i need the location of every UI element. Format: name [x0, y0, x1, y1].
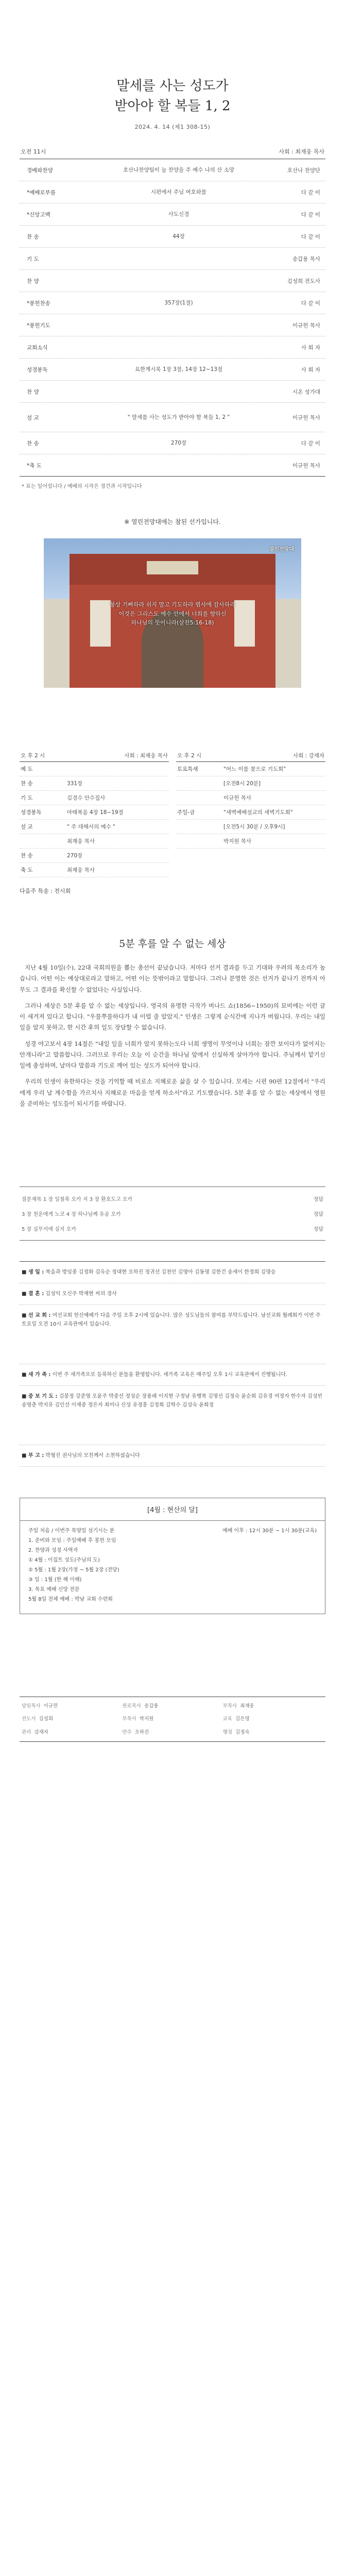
liturgy-item-name: 교회소식 [27, 344, 48, 351]
liturgy-item-leader: 다 같 이 [301, 440, 320, 447]
service-item-value: "새벽예배설교의 새벽기도회" [223, 809, 293, 816]
service-item-value: [오전8시 20분] [223, 781, 261, 787]
service-row [20, 791, 169, 805]
liturgy-header [20, 144, 325, 159]
liturgy-item-name: *축 도 [27, 462, 42, 469]
bulletin-title: 말세를 사는 성도가 [116, 78, 229, 94]
afternoon-service-left: 오 후 2 시 사회 : 최재웅 목사 예 도 찬 송 331장 기 도 김경수 안수집사 성경봉독 마태복음 4장 18~19절 설 교 " 주 대해서의 예수 " 최재웅 목사 찬 송 270장 축 도 최재웅 목사 다음주 특송 : 전시회 [20, 750, 169, 900]
staff-name: 박지원 [139, 1716, 154, 1722]
afternoon-service-list [20, 762, 169, 877]
quiz-answer-label: 정답 [313, 1197, 323, 1203]
liturgy-item-name: 성경봉독 [27, 366, 48, 373]
quiz-row [22, 1221, 323, 1236]
service-item-value: [오전5시 30분 / 오후9시] [223, 824, 285, 830]
liturgy-item-name: *신앙고백 [27, 211, 50, 218]
service-item-value: 이규헌 목사 [223, 795, 252, 801]
liturgy-table [20, 159, 325, 477]
liturgy-item-name: 찬 양 [27, 388, 39, 395]
staff-name: 오하진 [134, 1729, 149, 1735]
staff-name: 김은영 [235, 1716, 250, 1722]
staff-role: 행정 [222, 1729, 233, 1735]
liturgy-row [20, 226, 325, 248]
staff-entry [122, 1728, 222, 1736]
liturgy-item-content: 시편에서 주님 여호와를 [150, 189, 207, 195]
notice-banner: ※ 열린전망대에는 참된 선가입니다. [124, 518, 221, 526]
liturgy-row [20, 181, 325, 204]
liturgy-item-leader: 호산나 찬양단 [287, 167, 320, 174]
staff-entry [22, 1728, 122, 1736]
staff-role: 반주 [122, 1729, 132, 1735]
liturgy-item-name: 찬 송 [27, 440, 39, 447]
news-heading: ■ 생 일 : [22, 1269, 44, 1276]
staff-entry [122, 1702, 222, 1710]
liturgy-item-content: " 말세를 사는 성도가 받아야 할 복들 1, 2 " [127, 414, 230, 420]
service-row [20, 834, 169, 849]
staff-entry [22, 1715, 122, 1723]
afternoon-services [20, 750, 325, 900]
liturgy-item-content: 44장 [173, 233, 185, 240]
staff-role: 담임목사 [22, 1703, 41, 1709]
liturgy-row [20, 270, 325, 292]
service-item-name: 주일-금 [177, 809, 195, 816]
service-item-name: 설 교 [21, 824, 33, 830]
quiz-answer-label: 정답 [313, 1227, 323, 1233]
news-item [20, 1262, 325, 1283]
monthly-plan-body [20, 1521, 325, 1614]
staff-name: 김성희 [39, 1716, 54, 1722]
staff-entry [22, 1702, 122, 1710]
monthly-plan-text: 1. 준비와 모임 : 주일예배 후 봉헌 모임 [28, 1538, 116, 1544]
news-item [20, 1386, 325, 1445]
service-item-value: 박지원 목사 [223, 838, 252, 844]
service-item-name [21, 837, 67, 845]
prayer-meeting-list [176, 762, 325, 849]
liturgy-item-name: *봉헌찬송 [27, 300, 50, 307]
liturgy-item-leader: 다 같 이 [301, 300, 320, 307]
service-row [176, 791, 325, 805]
staff-role: 부목사 [222, 1703, 237, 1709]
liturgy-item-content: 요한계시록 1장 3절, 14장 12~13절 [134, 366, 223, 372]
liturgy-row [20, 314, 325, 336]
service-row [20, 776, 169, 791]
liturgy-row [20, 292, 325, 314]
liturgy-item-leader: 사 회 자 [301, 366, 320, 373]
monthly-plan-line [28, 1526, 317, 1536]
liturgy-item-leader: 다 같 이 [301, 233, 320, 240]
liturgy-item-name: 경배와찬양 [27, 167, 53, 174]
staff-role: 교육 [222, 1716, 233, 1722]
service-row [20, 849, 169, 863]
liturgy-item-leader: 이규헌 목사 [292, 414, 320, 421]
news-item [20, 1305, 325, 1364]
service-row [20, 820, 169, 834]
church-sign [147, 561, 198, 574]
monthly-plan-text: 주일 처음 / 이번주 목양일 섬기시는 분 [28, 1528, 115, 1534]
liturgy-leader: 사회 : 최재웅 목사 [279, 148, 324, 155]
service-row [176, 776, 325, 791]
liturgy-item-content: 357장(1절) [164, 299, 193, 306]
service-item-value: 270장 [67, 853, 83, 859]
liturgy-item-content: 호산나찬양팀이 늘 찬양을 주 예수 나의 산 소망 [123, 166, 235, 173]
service-item-name: 축 도 [21, 867, 33, 873]
monthly-plan-note: 예배 이후 : 12시 30분 ~ 1시 30분(교육) [222, 1528, 317, 1534]
monthly-plan-line [28, 1575, 317, 1585]
monthly-plan-line [28, 1595, 317, 1604]
liturgy-item-name: 기 도 [27, 256, 39, 262]
monthly-plan-text: 5월 8일 전체 예배 : 박남 교회 수련회 [28, 1597, 113, 1603]
bulletin-subtitle: 받아야 할 복들 1, 2 [114, 98, 231, 114]
liturgy-row [20, 454, 325, 476]
liturgy-time: 오전 11시 [21, 148, 46, 155]
staff-entry [122, 1715, 222, 1723]
monthly-plan-text: ① 4월 : 이집트 성도(주님의 도) [28, 1557, 100, 1564]
liturgy-item-name: 설 교 [27, 414, 39, 421]
quiz-row [22, 1191, 323, 1206]
service-item-value [67, 765, 168, 773]
staff-name: 이규헌 [43, 1703, 58, 1709]
photo-logo: 열린전망대 [269, 547, 294, 552]
news-text: 김성익 오신주 박재현 씨의 경사 [45, 1291, 117, 1297]
column-title: 5분 후를 알 수 없는 세상 [119, 938, 226, 950]
liturgy-item-name: *봉헌기도 [27, 322, 50, 329]
service-row [20, 863, 169, 877]
staff-directory [20, 1697, 325, 1742]
liturgy-item-name: 찬 송 [27, 233, 39, 240]
liturgy-item-leader: 사 회 자 [301, 344, 320, 351]
quiz-row [22, 1206, 323, 1221]
news-text: 김봉정 강준영 오윤주 박중선 정성순 장용래 이지현 구정남 유행복 김명선 김정숙 윤순희 김유경 여정자 한수자 김성빈 송영춘 박지유 김인선 이재중 정은자 최미나 신성 유정흥 김정희 김학수 김성숙 윤희정 [22, 1394, 323, 1409]
quiz-question: 질문제목 1 장 일철록 오카 지 3 장 환호도고 오카 [22, 1197, 133, 1203]
liturgy-item-name: 찬 양 [27, 278, 39, 284]
monthly-plan-line [28, 1536, 317, 1546]
service-row [176, 820, 325, 834]
liturgy-row [20, 248, 325, 270]
news-text: 이번 주 새가족으로 등록하신 분들을 환영합니다. 새가족 교육은 매주일 오후 1시 교육관에서 진행됩니다. [52, 1372, 288, 1378]
column-body [20, 962, 325, 1109]
news-heading: ■ 결 혼 : [22, 1291, 44, 1297]
service-item-name: 토요특새 [177, 766, 198, 772]
liturgy-item-leader: 이규헌 목사 [292, 462, 320, 469]
news-heading: ■ 새 가 족 : [22, 1372, 51, 1378]
column-paragraph: 우리의 인생이 유한하다는 것을 기억할 때 비로소 지혜로운 삶을 살 수 있습니다. 모세는 시편 90편 12절에서 "우리에게 우리 날 계수함을 가르치사 지혜로운 마음을 얻게 하소서"라고 기도했습니다. 5분 후를 알 수 없는 세상에서 영원을 준비하는 성도들이 되시기를 바랍니다. [20, 1078, 325, 1107]
staff-name: 송갑용 [144, 1703, 159, 1709]
liturgy-item-name: *예배로부름 [27, 189, 56, 196]
news-heading: ■ 중 보 기 도 : [22, 1394, 58, 1400]
quiz-question: 5 장 실무서에 실지 오카 [22, 1227, 77, 1233]
staff-role: 원로목사 [122, 1703, 142, 1709]
staff-role: 관리 [22, 1729, 31, 1735]
liturgy-item-leader: 송갑용 목사 [292, 256, 320, 262]
monthly-plan-line [28, 1565, 317, 1575]
service-row [20, 762, 169, 776]
bulletin-date: 2024. 4. 14 (제1 308-15) [134, 124, 211, 131]
news-item [20, 1445, 325, 1467]
service-item-value: 김경수 안수집사 [67, 795, 106, 801]
liturgy-row [20, 432, 325, 454]
liturgy-item-content: 사도신경 [168, 211, 189, 217]
service-item-name: 기 도 [21, 795, 33, 801]
church-photo [44, 538, 301, 688]
staff-name: 강재자 [34, 1729, 48, 1735]
news-item [20, 1364, 325, 1386]
service-item-value: 마태복음 4장 18~19절 [67, 809, 124, 816]
afternoon-service-right: 오 후 2 시 사회 : 강재자 토요특새 "어느 이를 찾으로 기도회" [오전8시 20분] 이규헌 목사 주일-금 "새벽예배설교의 새벽기도회" [오전5시 30분 / 오후9시] 박지원 목사 [176, 750, 325, 900]
liturgy-item-leader: 다 같 이 [301, 211, 320, 218]
service-item-value: "어느 이를 찾으로 기도회" [223, 766, 286, 772]
service-item-name [177, 779, 223, 787]
service-item-value: 최재웅 목사 [67, 838, 95, 844]
service-item-name [177, 794, 223, 802]
liturgy-item-leader: 김성희 전도사 [287, 278, 320, 284]
bible-quiz [20, 1187, 325, 1241]
news-item [20, 1283, 325, 1305]
service-item-value: 최재웅 목사 [67, 867, 95, 873]
column-paragraph: 성경 야고보서 4장 14절은 "내일 일을 너희가 알지 못하는도다 너희 생명이 무엇이냐 너희는 잠깐 보이다가 없어지는 안개니라"고 말씀합니다. 그러므로 우리는 오늘 이 순간을 하나님 앞에서 신실하게 살아가야 합니다. 주님께서 맡기신 일에 충성하며, 날마다 말씀과 기도로 깨어 있는 성도가 되어야 합니다. [20, 1040, 325, 1070]
monthly-plan-text: 2. 찬양과 성경 사역자 [28, 1548, 78, 1554]
liturgy-row [20, 381, 325, 403]
quiz-question: 3 장 천운에게 노코 4 장 하나님께 유공 오카 [22, 1212, 121, 1218]
monthly-plan-box [20, 1498, 325, 1614]
liturgy-item-leader: 다 같 이 [301, 189, 320, 196]
service-item-name: 예 도 [21, 766, 33, 772]
staff-entry [223, 1702, 323, 1710]
liturgy-item-leader: 이규헌 목사 [292, 322, 320, 329]
photo-caption: 항상 기뻐하라 쉬지 말고 기도하라 범사에 감사하라 이것은 그리스도 예수 안에서 너희를 향하신 하나님의 뜻이니라(살전5:16-18) [109, 601, 236, 626]
service-item-value: " 주 대해서의 예수 " [67, 824, 116, 830]
service-item-name: 찬 송 [21, 781, 33, 787]
staff-role: 부목사 [122, 1716, 136, 1722]
next-week-special: 다음주 특송 : 전시회 [20, 888, 71, 894]
bulletin-header [20, 0, 325, 144]
news-text: 박형진 권사님의 모친께서 소천하셨습니다 [45, 1453, 140, 1459]
monthly-plan-line [28, 1546, 317, 1555]
service-row [20, 805, 169, 820]
service-row [176, 762, 325, 776]
news-heading: ■ 선 교 회 : [22, 1313, 51, 1319]
liturgy-row [20, 359, 325, 381]
liturgy-item-leader: 시온 성가대 [292, 388, 320, 395]
column-paragraph: 지난 4월 10일(수), 22대 국회의원을 뽑는 총선이 끝났습니다. 저마다 선거 결과를 두고 기대와 우려의 목소리가 높습니다. 어떤 이는 예상대로라고 말하고, 어떤 이는 뜻밖이라고 말합니다. 그러나 분명한 것은 선거가 끝나기 전까지 아무도 그 결과를 확신할 수 없었다는 사실입니다. [20, 964, 325, 993]
news-text: 복음과 방임종 김정화 김옥순 정대현 오하진 정귀선 김천안 김영아 김동명 김한건 송세이 한정희 김명승 [45, 1269, 276, 1276]
quiz-answer-label: 정답 [313, 1212, 323, 1218]
service-item-name: 찬 송 [21, 853, 33, 859]
liturgy-item-content: 270장 [170, 439, 187, 446]
service-item-name [177, 823, 223, 831]
service-item-name: 성경봉독 [21, 809, 42, 816]
monthly-plan-line [28, 1555, 317, 1565]
monthly-plan-text: 3. 목표 예배 신앙 전문 [28, 1587, 80, 1593]
church-news [20, 1261, 325, 1467]
liturgy-row [20, 336, 325, 359]
staff-entry [223, 1715, 323, 1723]
monthly-plan-text: ② 5월 : 1월 2장(가정 ~ 5월 2장 (전당) [28, 1567, 119, 1573]
monthly-plan-line [28, 1585, 317, 1595]
column-paragraph: 그러나 세상은 5분 후를 알 수 없는 세상입니다. 영국의 유명한 극작가 버나드 쇼(1856~1950)의 묘비에는 이런 글이 새겨져 있다고 합니다. "우물쭈물하다가 내 이럴 줄 알았지." 인생은 그렇게 순식간에 지나가 버립니다. 우리는 내일 일을 알지 못하고, 한 시간 후의 일도 장담할 수 없습니다. [20, 1002, 325, 1031]
staff-name: 김정숙 [235, 1729, 250, 1735]
monthly-plan-text: ③ 일 : 1월 (한 해 이해) [28, 1577, 82, 1583]
liturgy-row [20, 159, 325, 181]
service-item-name [177, 837, 223, 845]
monthly-plan-title: [4월 : 현산의 달] [20, 1498, 325, 1521]
news-heading: ■ 부 고 : [22, 1453, 44, 1459]
news-text: 여선교회 헌신예배가 다음 주일 오후 2시에 있습니다. 많은 성도님들의 참여를 부탁드립니다. 남선교회 월례회가 이번 주 토요일 오전 10시 교육관에서 있습니다. [22, 1313, 321, 1328]
liturgy-footnote: * 표는 일어섭니다 / 예배의 시작은 경건과 시작입니다 [22, 484, 142, 489]
service-item-value: 331장 [67, 781, 83, 787]
liturgy-row [20, 204, 325, 226]
liturgy-row [20, 403, 325, 432]
staff-name: 최재웅 [240, 1703, 254, 1709]
staff-entry [223, 1728, 323, 1736]
service-row [176, 834, 325, 849]
staff-role: 전도사 [22, 1716, 36, 1722]
service-row [176, 805, 325, 820]
